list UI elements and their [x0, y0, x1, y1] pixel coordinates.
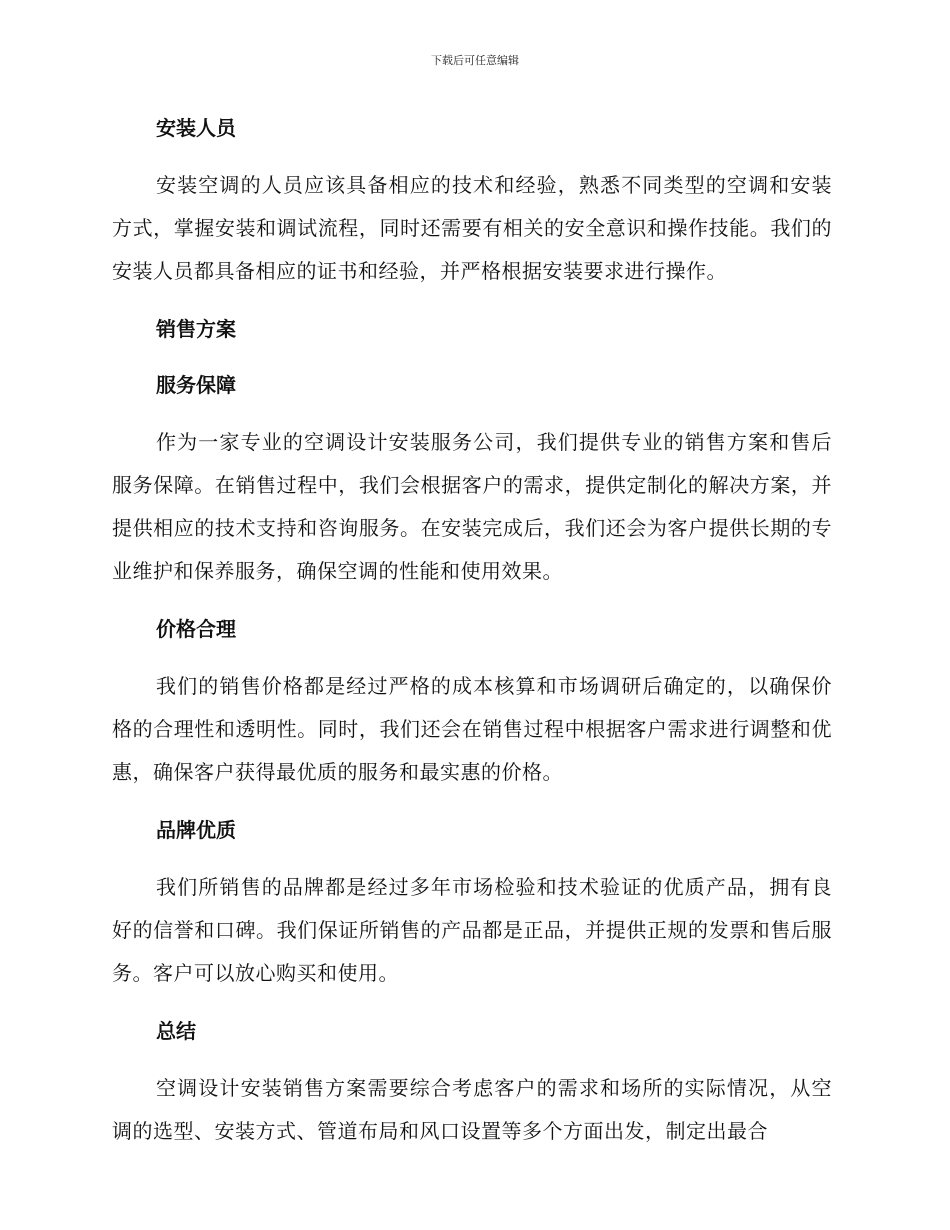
- section-service-guarantee: [112, 365, 832, 593]
- section-sales-plan: [112, 309, 832, 349]
- section-heading: 总结: [156, 1019, 196, 1043]
- page-header: 下载后可任意编辑: [431, 54, 519, 67]
- section-heading: 价格合理: [156, 617, 236, 641]
- section-paragraph: 我们所销售的品牌都是经过多年市场检验和技术验证的优质产品，拥有良好的信誉和口碑。我们保证所销售的产品都是正品，并提供正规的发票和售后服务。客户可以放心购买和使用。: [112, 875, 832, 985]
- section-heading: 品牌优质: [156, 818, 236, 842]
- section-paragraph: 作为一家专业的空调设计安装服务公司，我们提供专业的销售方案和售后服务保障。在销售过程中，我们会根据客户的需求，提供定制化的解决方案，并提供相应的技术支持和咨询服务。在安装完成后，我们还会为客户提供长期的专业维护和保养服务，确保空调的性能和使用效果。: [112, 430, 832, 583]
- section-paragraph: 空调设计安装销售方案需要综合考虑客户的需求和场所的实际情况，从空调的选型、安装方式、管道布局和风口设置等多个方面出发，制定出最合: [112, 1076, 832, 1143]
- section-paragraph: 安装空调的人员应该具备相应的技术和经验，熟悉不同类型的空调和安装方式，掌握安装和调试流程，同时还需要有相关的安全意识和操作技能。我们的安装人员都具备相应的证书和经验，并严格根据安装要求进行操作。: [112, 173, 832, 283]
- section-heading: 服务保障: [156, 373, 236, 397]
- section-reasonable-price: [112, 609, 832, 794]
- document-body: [112, 108, 832, 1169]
- section-installers: [112, 108, 832, 293]
- section-heading: 销售方案: [156, 317, 236, 341]
- section-quality-brand: [112, 810, 832, 995]
- section-heading: 安装人员: [156, 116, 236, 140]
- section-summary: [112, 1011, 832, 1153]
- section-paragraph: 我们的销售价格都是经过严格的成本核算和市场调研后确定的，以确保价格的合理性和透明性。同时，我们还会在销售过程中根据客户需求进行调整和优惠，确保客户获得最优质的服务和最实惠的价格。: [112, 674, 832, 784]
